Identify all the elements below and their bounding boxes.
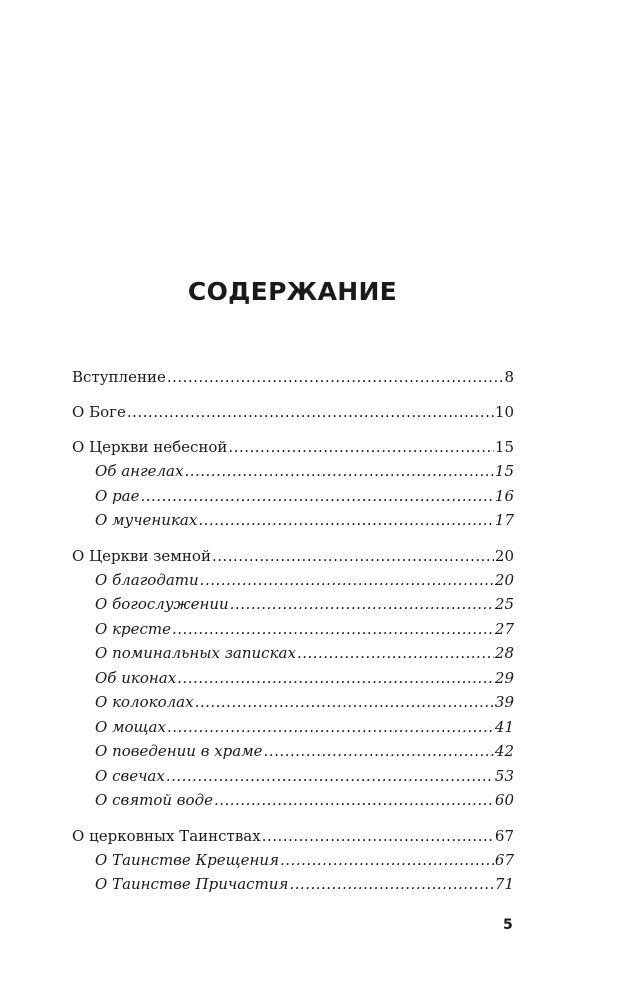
- toc-subentry: [72, 715, 514, 740]
- toc-section: [72, 825, 514, 897]
- dot-leader: [198, 508, 494, 533]
- table-of-contents: [72, 366, 514, 909]
- toc-entry: [72, 401, 514, 424]
- toc-entry-title: О поведении в храме: [95, 742, 263, 760]
- toc-subentry: [72, 459, 514, 484]
- toc-page-number: 10: [494, 403, 514, 421]
- toc-page-number: 53: [494, 766, 514, 785]
- dot-leader: [228, 436, 493, 459]
- toc-entry-title: О Боге: [72, 403, 126, 421]
- dot-leader: [167, 366, 504, 389]
- toc-subentry: [72, 641, 514, 666]
- toc-subentry: [72, 568, 514, 593]
- toc-page-number: 20: [494, 570, 514, 589]
- toc-subentry: [72, 592, 514, 617]
- toc-section: [72, 545, 514, 813]
- toc-subentry: [72, 764, 514, 789]
- toc-entry: [72, 366, 514, 389]
- toc-subentry: [72, 690, 514, 715]
- toc-entry-title: О мучениках: [95, 511, 198, 529]
- toc-section: [72, 401, 514, 424]
- toc-subentry: [72, 848, 514, 873]
- dot-leader: [172, 617, 494, 642]
- toc-entry-title: О колоколах: [95, 693, 194, 711]
- toc-subentry: [72, 617, 514, 642]
- toc-entry-title: О благодати: [95, 570, 199, 589]
- toc-page-number: 28: [494, 644, 514, 662]
- toc-page-number: 29: [494, 668, 514, 687]
- dot-leader: [214, 788, 494, 813]
- toc-page-number: 39: [494, 693, 514, 711]
- dot-leader: [262, 825, 494, 848]
- toc-subentry: [72, 484, 514, 509]
- toc-page-number: 41: [494, 717, 514, 736]
- toc-page-number: 67: [494, 850, 514, 869]
- toc-section: [72, 366, 514, 389]
- toc-entry-title: Об ангелах: [95, 462, 184, 480]
- toc-entry-title: О Церкви земной: [72, 546, 211, 565]
- dot-leader: [177, 666, 494, 691]
- toc-subentry: [72, 739, 514, 764]
- toc-page-number: 16: [494, 486, 514, 505]
- dot-leader: [264, 739, 494, 764]
- toc-page-number: 15: [494, 438, 514, 456]
- toc-entry-title: О поминальных записках: [95, 644, 296, 662]
- toc-page-number: 20: [494, 546, 514, 565]
- dot-leader: [289, 872, 494, 897]
- toc-subentry: [72, 788, 514, 813]
- page-title: СОДЕРЖАНИЕ: [187, 277, 398, 306]
- toc-subentry: [72, 872, 514, 897]
- toc-page-number: 27: [494, 619, 514, 638]
- dot-leader: [212, 545, 494, 568]
- toc-entry: [72, 825, 514, 848]
- dot-leader: [280, 848, 494, 873]
- toc-entry-title: О церковных Таинствах: [72, 826, 261, 845]
- toc-entry-title: О Церкви небесной: [72, 438, 228, 456]
- toc-page-number: 8: [504, 368, 514, 386]
- dot-leader: [127, 401, 494, 424]
- toc-page-number: 60: [494, 791, 514, 809]
- dot-leader: [141, 484, 494, 509]
- toc-page-number: 15: [494, 462, 514, 480]
- toc-entry-title: Об иконах: [95, 668, 177, 687]
- toc-entry-title: О Таинстве Причастия: [95, 875, 289, 893]
- toc-entry-title: О свечах: [95, 766, 165, 785]
- toc-entry: [72, 545, 514, 568]
- toc-subentry: [72, 508, 514, 533]
- toc-page-number: 71: [494, 875, 514, 893]
- toc-page-number: 17: [494, 511, 514, 529]
- dot-leader: [166, 764, 494, 789]
- dot-leader: [167, 715, 494, 740]
- toc-page-number: 42: [494, 742, 514, 760]
- dot-leader: [230, 592, 494, 617]
- dot-leader: [195, 690, 494, 715]
- toc-entry-title: Вступление: [72, 368, 166, 386]
- toc-page-number: 67: [494, 826, 514, 845]
- toc-entry-title: О кресте: [95, 619, 172, 638]
- toc-entry-title: О богослужении: [95, 595, 229, 613]
- dot-leader: [184, 459, 493, 484]
- toc-entry: [72, 436, 514, 459]
- toc-entry-title: О мощах: [95, 717, 166, 736]
- toc-entry-title: О Таинстве Крещения: [95, 850, 280, 869]
- dot-leader: [297, 641, 494, 666]
- page-number: 5: [503, 917, 513, 933]
- toc-subentry: [72, 666, 514, 691]
- dot-leader: [200, 568, 494, 593]
- toc-entry-title: О святой воде: [95, 791, 213, 809]
- toc-section: [72, 436, 514, 533]
- toc-entry-title: О рае: [95, 486, 140, 505]
- toc-page-number: 25: [494, 595, 514, 613]
